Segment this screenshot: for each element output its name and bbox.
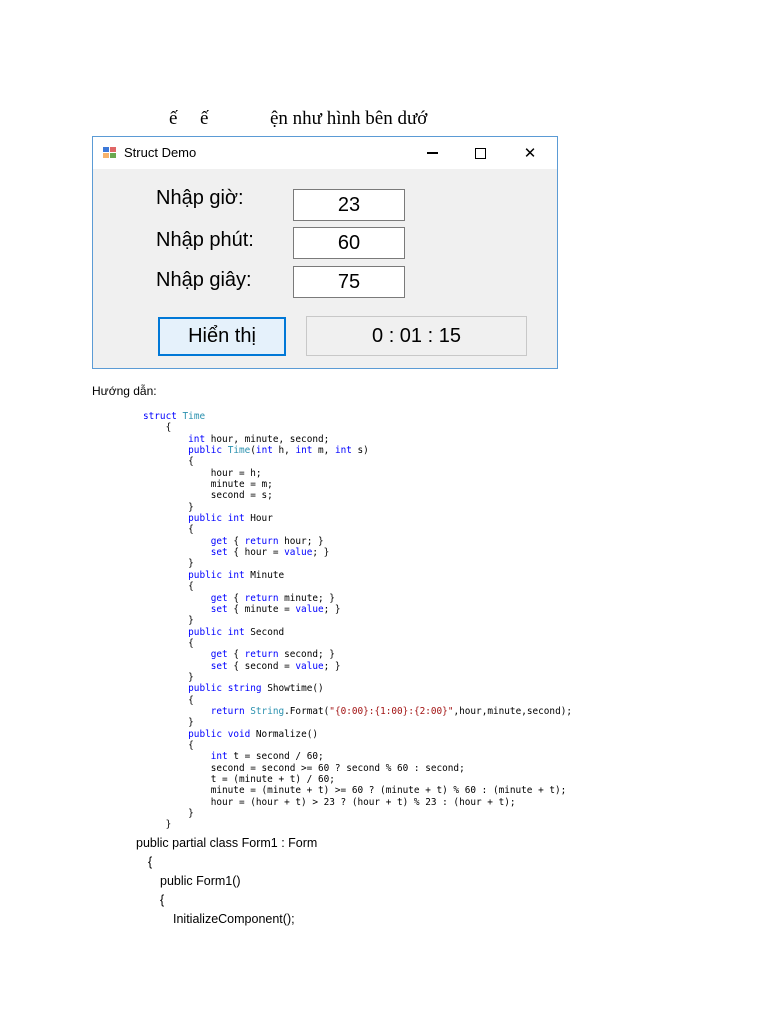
code-line: int t = second / 60; — [210, 751, 324, 763]
winforms-app-icon — [103, 147, 116, 158]
code-line: public int Hour — [188, 513, 273, 525]
code-line: public int Second — [188, 626, 285, 638]
code-line: } — [143, 615, 194, 627]
minute-input[interactable] — [293, 227, 405, 259]
code-line: } — [143, 717, 194, 729]
code-line: minute = (minute + t) >= 60 ? (minute + t) % 60 : (minute + t); — [143, 785, 567, 797]
code-line: InitializeComponent(); — [173, 912, 295, 926]
heading-part-3: ện như hình bên dướ — [270, 108, 428, 129]
code-line: { — [143, 524, 194, 536]
code-line: { — [143, 739, 194, 751]
code-line: public Form1() — [160, 874, 241, 888]
maximize-icon — [475, 148, 486, 159]
maximize-button[interactable] — [457, 137, 503, 169]
code-line: set { hour = value; } — [210, 547, 330, 559]
close-button[interactable] — [507, 137, 553, 169]
heading-part-1: ế — [169, 108, 178, 129]
code-line: } — [143, 671, 194, 683]
code-line: get { return second; } — [210, 649, 335, 661]
code-line: second = second >= 60 ? second % 60 : second; — [143, 762, 465, 774]
code-line: t = (minute + t) / 60; — [143, 774, 335, 785]
code-line: { — [160, 893, 165, 907]
hour-label: Nhập giờ: — [156, 187, 244, 209]
second-input[interactable] — [293, 266, 405, 298]
code-line: { — [143, 422, 172, 434]
code-line: } — [143, 808, 194, 820]
code-line: get { return hour; } — [210, 535, 324, 547]
code-line: public partial class Form1 : Form — [136, 836, 318, 850]
code-line: } — [143, 819, 172, 831]
show-button[interactable]: Hiển thị — [158, 317, 286, 356]
window-title: Struct Demo — [124, 145, 197, 160]
minute-label: Nhập phút: — [156, 229, 254, 251]
code-line: second = s; — [143, 490, 273, 502]
code-line: get { return minute; } — [210, 592, 335, 604]
guide-label: Hướng dẫn: — [92, 384, 157, 398]
hour-input[interactable] — [293, 189, 405, 221]
code-line: } — [143, 501, 194, 513]
struct-code-block — [143, 411, 572, 831]
heading-part-2: ế — [200, 108, 209, 129]
code-line: { — [143, 456, 194, 468]
code-line: { — [143, 637, 194, 649]
code-line: struct Time — [143, 411, 206, 422]
code-line: { — [143, 694, 194, 706]
struct-demo-window — [92, 136, 558, 369]
second-label: Nhập giây: — [156, 269, 252, 291]
code-line: public int Minute — [188, 569, 285, 581]
code-line: public string Showtime() — [188, 683, 324, 695]
minimize-button[interactable] — [409, 137, 455, 169]
code-line: int hour, minute, second; — [188, 433, 330, 445]
close-icon: ✕ — [523, 144, 537, 162]
code-line: hour = h; — [143, 467, 262, 479]
code-line: { — [143, 581, 194, 593]
minimize-icon — [427, 152, 438, 154]
code-line: public void Normalize() — [188, 728, 318, 740]
code-line: { — [148, 855, 153, 869]
result-display: 0 : 01 : 15 — [306, 316, 527, 356]
title-bar[interactable] — [93, 137, 557, 169]
code-line: public Time(int h, int m, int s) — [188, 445, 369, 457]
code-line: return String.Format("{0:00}:{1:00}:{2:00}",hour,minute,second); — [210, 705, 573, 717]
code-line: minute = m; — [143, 479, 273, 491]
code-line: } — [143, 558, 194, 570]
code-line: set { second = value; } — [210, 660, 341, 672]
code-line: hour = (hour + t) > 23 ? (hour + t) % 23 : (hour + t); — [143, 796, 516, 808]
code-line: set { minute = value; } — [210, 603, 341, 615]
